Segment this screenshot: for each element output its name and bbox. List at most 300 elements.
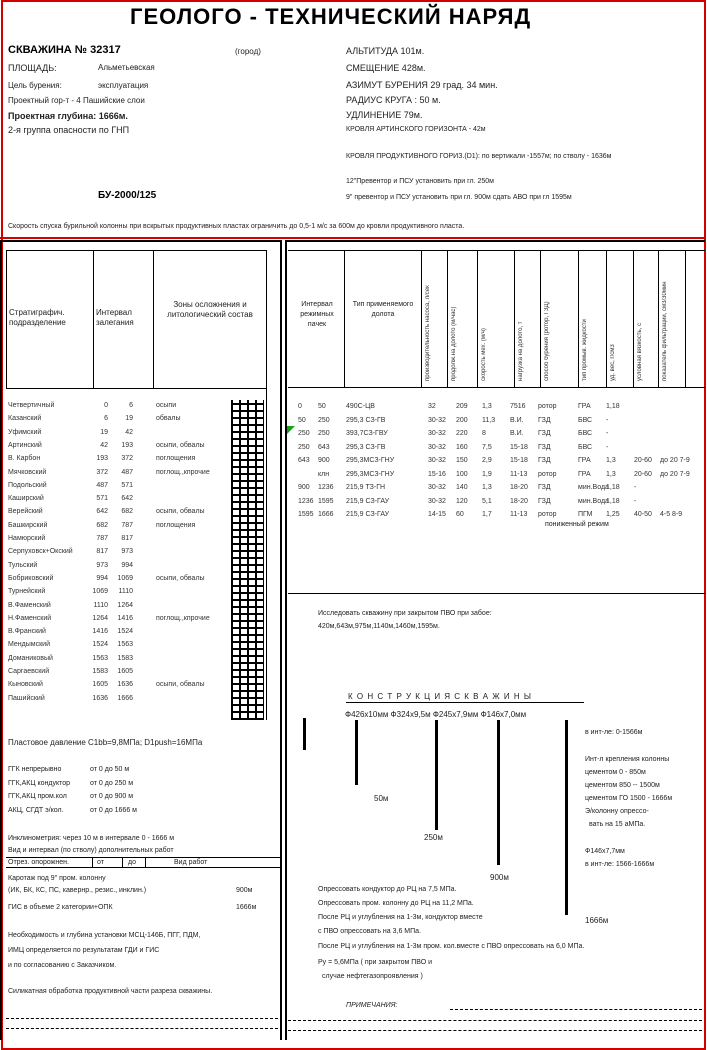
bit-cell: до 20 7-9 (660, 457, 690, 464)
strat-name: Мендымский (8, 641, 50, 649)
bit-cell: 250 (318, 416, 330, 424)
bit-cell: 643 (318, 443, 330, 451)
bit-cell: 20-60 (634, 457, 652, 464)
strat-to: 1110 (118, 588, 133, 596)
strat-box-div2 (153, 250, 154, 388)
strat-name: Башкирский (8, 521, 48, 529)
strat-row (8, 561, 233, 571)
bit-cell: 50 (298, 416, 306, 424)
logging-note-5: ИМЦ определяется по результатам ГДИ и ГИС (8, 947, 160, 954)
strat-to: 642 (121, 495, 133, 503)
bit-cell: 215,9 ТЗ-ГН (346, 484, 386, 491)
strat-from: 1524 (92, 641, 108, 649)
logging-interval: от 0 до 50 м (90, 766, 130, 773)
roof-productive: КРОВЛЯ ПРОДУКТИВНОГО ГОРИЗ.(D1): по вертикали -1557м; по стволу - 1636м (346, 153, 612, 160)
bit-row (288, 402, 706, 412)
strat-from: 1583 (92, 668, 108, 675)
strat-from: 817 (96, 548, 108, 556)
strat-from: 1636 (92, 694, 108, 702)
bit-cell: 50 (318, 403, 326, 410)
offset: СМЕЩЕНИЕ 428м. (346, 63, 426, 73)
pressure-test-4: с ПВО опрессовать на 3,6 МПа. (318, 928, 422, 935)
bit-grid-line (540, 250, 541, 387)
rig-model: БУ-2000/125 (98, 190, 157, 201)
casing-245-line (497, 720, 500, 865)
conductor-mark (303, 718, 306, 750)
preventer-9: 9" превентор и ПСУ установить при гл. 900м сдать АВО при гл 1595м (346, 194, 572, 201)
strat-zone: поглощения (156, 455, 196, 463)
logging-interval: от 0 до 900 м (90, 793, 134, 800)
bit-cell: 150 (456, 457, 468, 464)
bit-cell: 15-18 (510, 457, 528, 464)
bit-grid-line (578, 250, 579, 387)
bit-grid-line (447, 250, 448, 387)
strat-to: 817 (121, 535, 133, 542)
bit-box-bottom (288, 387, 705, 388)
strat-row (8, 601, 233, 611)
works-head-to: до (128, 859, 136, 866)
pvo-note-2: 420м,643м,975м,1140м,1460м,1595м. (318, 623, 440, 630)
strat-zone: осыпи, обвалы (156, 508, 205, 516)
strat-row (8, 574, 233, 584)
casing-note-7: вать на 15 aМПа. (589, 821, 646, 828)
strat-header-stratigraphy: Стратиграфич. подразделение (9, 308, 66, 327)
bit-row (288, 443, 706, 453)
strat-to: 1416 (117, 614, 133, 622)
bit-cell: ротор (538, 470, 557, 478)
bit-cell: 1,18 (606, 497, 620, 505)
strat-to: 1563 (117, 641, 133, 649)
strat-zone: осыпи, обвалы (156, 441, 205, 449)
logging-method: ГГК,АКЦ пром.кол (8, 793, 67, 800)
pressure-test-7: случае нефтегазопроявления ) (322, 973, 423, 980)
logging-note-3-depth: 1666м (236, 904, 257, 911)
casing-note-9: в инт-ле: 1566-1666м (585, 861, 655, 868)
bit-cell: мин.Вода (578, 484, 609, 491)
strat-row (8, 534, 233, 544)
additional-works-note: Вид и интервал (по стволу) дополнительных работ (8, 847, 174, 854)
design-depth: Проектная глубина: 1666м. (8, 111, 128, 121)
strat-row (8, 654, 233, 664)
bit-grid-line (633, 250, 634, 387)
bit-cell: 18-20 (510, 497, 528, 505)
bit-cell: 30-32 (428, 484, 446, 491)
bit-cell: ГЗД (538, 484, 551, 491)
strat-name: Бобриковский (8, 574, 54, 582)
bit-cell: 1236 (298, 497, 314, 505)
bit-cell: ротор (538, 511, 557, 518)
logging-note-1: Каротаж под 9" пром. колонну (8, 875, 106, 882)
strat-to: 994 (121, 561, 133, 569)
bit-grid-line (477, 250, 478, 387)
casing-146-line (565, 720, 568, 915)
strat-from: 6 (104, 415, 108, 423)
works-table-v2 (122, 857, 123, 867)
bit-cell: В.И. (510, 430, 524, 437)
bit-cell: 30-32 (428, 416, 446, 424)
notes-line-2 (288, 1030, 702, 1031)
bit-cell: 14-15 (428, 511, 446, 518)
logging-note-3: ГИС в объеме 2 категории+ОПК (8, 904, 113, 911)
pvo-note-1: Исследовать скважину при закрытом ПВО при забое: (318, 610, 492, 617)
construction-title: К О Н С Т Р У К Ц И Я С К В А Ж И Н Ы (348, 692, 532, 701)
radius: РАДИУС КРУГА : 50 м. (346, 95, 441, 105)
bit-cell: 1,7 (482, 511, 492, 518)
bit-cell: БВС (578, 430, 593, 437)
altitude: АЛЬТИТУДА 101м. (346, 46, 425, 56)
strat-from: 994 (96, 574, 108, 582)
casing-note-6: Э/колонну опрессо- (585, 808, 649, 815)
strat-name: Артинский (8, 441, 42, 449)
bit-cell: 140 (456, 484, 468, 491)
area-label: ПЛОЩАДЬ: (8, 63, 57, 73)
strat-name: Верейский (8, 508, 43, 516)
strat-row (8, 441, 233, 451)
header-divider (0, 237, 705, 239)
works-table-v3 (145, 857, 146, 867)
logging-note-4: Необходимость и глубина установки МСЦ-146Б, ПГГ, ПДМ, (8, 932, 201, 939)
inclinometry-note: Инклинометрия: через 10 м в интервале 0 - 1666 м (8, 835, 175, 842)
bit-cell: - (634, 497, 637, 505)
strat-row (8, 507, 233, 517)
strat-name: Казанский (8, 415, 42, 423)
bit-cell: 900 (298, 484, 310, 491)
left-dashed-1 (6, 1018, 278, 1019)
casing-diameters: Ф426х10мм Ф324х9,5м Ф245х7,9мм Ф146х7,0мм (345, 710, 527, 719)
strat-from: 193 (96, 455, 108, 463)
strat-row (8, 587, 233, 597)
left-col-left (0, 240, 2, 1040)
bit-cell: - (606, 430, 609, 437)
bit-cell: - (606, 416, 609, 424)
bit-cell: 30-32 (428, 443, 446, 451)
strat-to: 973 (121, 548, 133, 556)
bit-cell: ротор (538, 403, 557, 410)
strat-from: 682 (96, 521, 108, 529)
bit-header-vertical: тип промыв. жидкости (582, 319, 588, 381)
strat-from: 973 (96, 561, 108, 569)
roof-artinsky: КРОВЛЯ АРТИНСКОГО ГОРИЗОНТА - 42м (346, 126, 486, 133)
strat-to: 42 (125, 428, 133, 436)
strat-from: 1069 (92, 588, 108, 596)
strat-name: В. Карбон (8, 455, 41, 463)
bit-cell: 30-32 (428, 430, 446, 437)
strat-from: 1605 (92, 681, 108, 689)
casing-426-line (355, 720, 358, 785)
bit-cell: 1,3 (482, 403, 492, 410)
strat-name: Пашийский (8, 694, 45, 702)
strat-row (8, 401, 233, 411)
casing-note-8: Ф146х7,7мм (585, 848, 625, 855)
bit-cell: 643 (298, 457, 310, 464)
strat-row (8, 454, 233, 464)
strat-from: 19 (100, 428, 108, 436)
strat-from: 372 (96, 468, 108, 476)
logging-note-6: и по согласованию с Заказчиком. (8, 962, 117, 969)
strat-to: 1524 (117, 628, 133, 636)
bit-cell: 220 (456, 430, 468, 437)
strat-row (8, 640, 233, 650)
logging-interval: от 0 до 1666 м (90, 806, 137, 814)
strat-zone: осыпи (156, 402, 177, 409)
bit-cell: 1,3 (606, 457, 616, 464)
pressure-test-1: Опрессовать кондуктор до РЦ на 7,5 МПа. (318, 886, 457, 893)
bit-grid-line (344, 250, 345, 387)
strat-name: В.Франский (8, 628, 46, 636)
bit-cell: 1236 (318, 484, 334, 491)
bit-cell: - (634, 484, 637, 491)
bit-cell: 2,9 (482, 457, 492, 464)
bit-cell: клн (318, 470, 330, 478)
strat-name: В.Фаменский (8, 601, 51, 609)
bit-cell: ГЗД (538, 443, 551, 451)
bit-cell: 250 (298, 443, 310, 451)
bit-cell: 1,9 (482, 470, 492, 478)
logging-method: ГГК непрерывно (8, 766, 62, 773)
pressure-test-5: После РЦ и углубления на 1-3м пром. кол.вместе с ПВО опрессовать на 6,0 МПа. (318, 943, 585, 950)
bit-cell: 120 (456, 497, 468, 505)
bit-row (288, 510, 706, 520)
strat-from: 642 (96, 508, 108, 516)
strat-row (8, 694, 233, 704)
casing-depth-50: 50м (374, 794, 389, 803)
bit-cell: 100 (456, 470, 468, 478)
strat-to: 372 (121, 455, 133, 463)
logging-method: АКЦ, СГДТ э/кол. (8, 806, 64, 814)
bit-cell: 7,5 (482, 443, 492, 451)
strat-to: 1605 (117, 668, 133, 675)
strat-from: 571 (96, 495, 108, 503)
bit-cell: ГЗД (538, 416, 551, 424)
bit-cell: 1,3 (482, 484, 492, 491)
bit-cell: 18-20 (510, 484, 528, 491)
strat-from: 1416 (92, 628, 108, 636)
casing-depth-250: 250м (424, 833, 443, 842)
bit-row (288, 497, 706, 507)
elongation: УДЛИНЕНИЕ 79м. (346, 110, 423, 120)
bit-cell: 11,3 (482, 416, 496, 424)
bit-cell: мин.Вода (578, 497, 609, 505)
works-head-type: Вид работ (174, 859, 208, 866)
bit-cell: 8 (482, 430, 486, 437)
strat-row (8, 494, 233, 504)
bit-cell: 209 (456, 403, 468, 410)
bit-grid-line (514, 250, 515, 387)
strat-name: Мячковский (8, 468, 47, 476)
bit-cell: ГЗД (538, 497, 551, 505)
bit-cell: 295,3 СЗ-ГВ (346, 416, 386, 424)
right-col-left (285, 240, 287, 1040)
bit-cell: ГРА (578, 457, 591, 464)
strat-to: 571 (121, 481, 133, 489)
strat-from: 1110 (93, 601, 108, 609)
bit-cell: БВС (578, 443, 593, 451)
strat-from: 487 (96, 481, 108, 489)
strat-to: 1666 (117, 694, 133, 702)
bit-grid-line (685, 250, 686, 387)
strat-name: Тульский (8, 561, 38, 569)
bit-cell: БВС (578, 416, 593, 424)
strat-row (8, 627, 233, 637)
pressure-test-3: После РЦ и углубления на 1-3м, кондуктор вместе (318, 914, 483, 921)
casing-depth-1666: 1666м (585, 916, 609, 925)
bit-cell: 1,25 (606, 511, 620, 518)
strat-row (8, 428, 233, 438)
casing-note-2: Инт-л крепления колонны (585, 756, 670, 763)
bit-header-bit-type: Тип применяемого долота (352, 301, 414, 318)
bit-row (288, 429, 706, 439)
bit-cell: 30-32 (428, 497, 446, 505)
strat-to: 487 (121, 468, 133, 476)
logging-note-2: (ИК, БК, КС, ПС, кавернр., резис., инклин.) (8, 887, 147, 894)
lithology-column (231, 400, 264, 720)
bit-cell: В.И. (510, 416, 524, 424)
bit-note: пониженный режим (545, 521, 609, 528)
notes-line-1 (288, 1020, 702, 1021)
strat-name: Турнейский (8, 588, 46, 596)
casing-note-3: цементом 0 - 850м (585, 769, 646, 776)
strat-row (8, 414, 233, 424)
bit-cell: 200 (456, 416, 468, 424)
strat-to: 19 (125, 415, 133, 423)
strat-name: Подольский (8, 481, 47, 489)
bit-grid-line (658, 250, 659, 387)
bit-row (288, 483, 706, 493)
notes-label: ПРИМЕЧАНИЯ: (346, 1002, 398, 1009)
casing-note-1: в инт-ле: 0-1566м (585, 729, 643, 736)
bit-cell: 0 (298, 403, 302, 410)
bit-row (288, 416, 706, 426)
page-title: ГЕОЛОГО - ТЕХНИЧЕСКИЙ НАРЯД (130, 4, 532, 29)
strat-to: 1264 (117, 601, 133, 609)
strat-header-interval: Интервал залегания (96, 308, 134, 327)
purpose-label: Цель бурения: (8, 81, 62, 90)
bit-cell: 900 (318, 457, 330, 464)
strat-row (8, 547, 233, 557)
strat-to: 1583 (117, 654, 133, 662)
bit-header-vertical: способ бурения (ротор, ГЗД) (544, 301, 550, 381)
bit-cell: 295,3 СЗ-ГВ (346, 443, 386, 451)
bit-cell: 160 (456, 443, 468, 451)
strat-row (8, 680, 233, 690)
strat-box-top (6, 250, 266, 251)
bit-cell: 4-5 8-9 (660, 511, 683, 518)
strat-to: 787 (121, 521, 133, 529)
bit-cell: 215,9 СЗ-ГАУ (346, 497, 390, 505)
strat-name: Намюрский (8, 535, 46, 542)
bit-cell: 393,7СЗ-ГВУ (346, 430, 388, 437)
hazard-group: 2-я группа опасности по ГНП (8, 125, 130, 135)
pressure-note: Пластовое давление С1bb=9,8МПа; D1push=16МПа (8, 738, 203, 747)
works-head-interval: Отрез. опорожнен. (8, 859, 69, 866)
azimuth: АЗИМУТ БУРЕНИЯ 29 град. 34 мин. (346, 80, 498, 90)
city: (город) (235, 47, 261, 56)
strat-name: Н.Фаменский (8, 614, 52, 622)
bit-cell: 7516 (510, 403, 526, 410)
bit-cell: 20-60 (634, 470, 652, 478)
strat-from: 787 (96, 535, 108, 542)
bit-cell: 15-16 (428, 470, 446, 478)
bit-cell: 1595 (298, 511, 314, 518)
strat-from: 1563 (92, 654, 108, 662)
bit-cell: до 20 7-9 (660, 470, 690, 478)
strat-name: Серпуховск+Окский (8, 548, 73, 556)
bit-header-vertical: нагрузка на долото, т (518, 321, 524, 381)
strat-name: Саргаевский (8, 668, 50, 675)
strat-from: 42 (100, 441, 108, 449)
logging-note-2-depth: 900м (236, 887, 253, 894)
left-col-right (280, 240, 282, 1040)
well-number: СКВАЖИНА № 32317 (8, 44, 121, 56)
works-head-from: от (97, 859, 104, 866)
bit-cell: 250 (298, 430, 310, 437)
bit-cell: 250 (318, 430, 330, 437)
bit-header-vertical: уд. вес, г/см3 (610, 344, 616, 381)
strat-row (8, 521, 233, 531)
strat-name: Каширский (8, 495, 44, 503)
bit-header-vertical: условная вязкость, с (637, 323, 643, 381)
speed-note: Скорость спуска бурильной колонны при вскрытых продуктивных пластах ограничить до 0,5-1 м/с за 600м до кровли продуктивного пласта. (8, 223, 465, 230)
strat-name: Четвертичный (8, 402, 55, 409)
bit-grid-line (606, 250, 607, 387)
bit-header-vertical: производительность насоса, л/сек (425, 285, 431, 381)
horizon: Проектный гор-т - 4 Пашийские слои (8, 96, 145, 105)
bit-cell: 30-32 (428, 457, 446, 464)
strat-from: 1264 (92, 614, 108, 622)
strat-to: 1636 (117, 681, 133, 689)
strat-row (8, 614, 233, 624)
bit-cell: 1666 (318, 511, 334, 518)
logging-method: ГГК,АКЦ кондуктор (8, 779, 71, 787)
logging-note-7: Силикатная обработка продуктивной части разреза скважины. (8, 988, 213, 995)
preventer-12: 12"Превентор и ПСУ установить при гл. 250м (346, 178, 494, 185)
strat-name: Доманиковый (8, 654, 53, 662)
casing-324-line (435, 720, 438, 830)
bit-cell: - (606, 443, 609, 451)
bit-header-interval: Интервал режимных пачек (300, 301, 334, 328)
right-col-top (285, 240, 705, 242)
strat-header-zones: Зоны осложнения и литологический состав (167, 300, 253, 319)
strat-row (8, 468, 233, 478)
strat-zone: осыпи, обвалы (156, 681, 205, 689)
bit-cell: 40-50 (634, 511, 652, 518)
green-marker-icon (287, 426, 295, 434)
strat-zone: осыпи, обвалы (156, 574, 205, 582)
bit-cell: ГЗД (538, 457, 551, 464)
bit-cell: 1,18 (606, 403, 620, 410)
bit-cell: ПГМ (578, 511, 593, 518)
pressure-test-6: Ру = 5,6МПа ( при закрытом ПВО и (318, 959, 433, 966)
strat-box-right (266, 250, 267, 720)
strat-to: 682 (121, 508, 133, 516)
casing-depth-900: 900м (490, 873, 509, 882)
strat-to: 1069 (117, 574, 133, 582)
bit-cell: 11-13 (510, 511, 528, 518)
bit-cell: 5,1 (482, 497, 492, 505)
bit-cell: ГРА (578, 470, 591, 478)
bit-cell: 60 (456, 511, 464, 518)
bit-cell: 490С-ЦВ (346, 403, 375, 410)
works-table-v1 (92, 857, 93, 867)
bit-row (288, 470, 706, 480)
bit-box-top (288, 250, 705, 251)
strat-row (8, 667, 233, 677)
strat-box-div1 (93, 250, 94, 388)
bit-cell: 295,3МСЗ-ГНУ (346, 457, 395, 464)
strat-from: 0 (104, 402, 108, 409)
strat-zone: обвалы (156, 415, 181, 423)
bit-cell: 1,3 (606, 470, 616, 478)
